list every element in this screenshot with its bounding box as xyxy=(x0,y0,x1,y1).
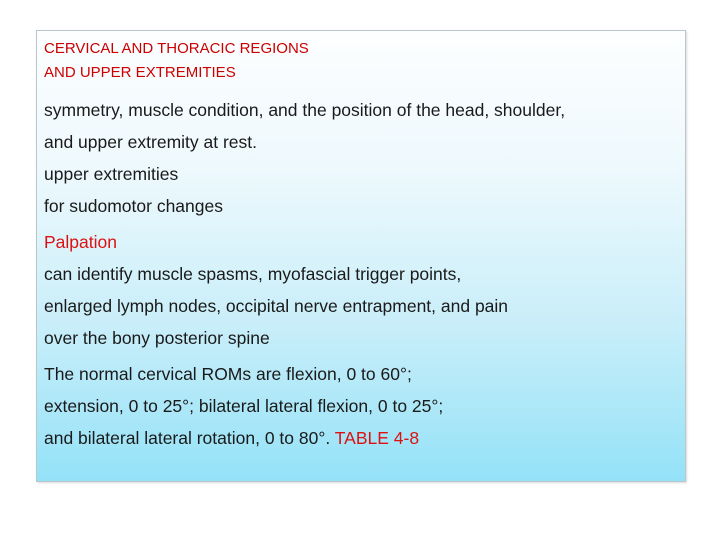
section-heading xyxy=(44,37,675,85)
rom-line-last xyxy=(44,422,675,454)
palpation-line: over the bony posterior spine xyxy=(44,328,270,348)
palpation-line: enlarged lymph nodes, occipital nerve entrapment, and pain xyxy=(44,296,509,316)
heading-line-1: CERVICAL AND THORACIC REGIONS xyxy=(44,40,309,57)
slide-content xyxy=(44,37,675,454)
inspection-paragraph xyxy=(44,94,675,222)
rom-line: extension, 0 to 25°; bilateral lateral flexion, 0 to 25°; xyxy=(44,396,444,416)
inspection-line: upper extremities xyxy=(44,164,179,184)
heading-line-2: AND UPPER EXTREMITIES xyxy=(44,64,236,81)
rom-line: The normal cervical ROMs are flexion, 0 to 60°; xyxy=(44,364,412,384)
rom-paragraph xyxy=(44,358,675,454)
palpation-title: Palpation xyxy=(44,232,117,252)
palpation-line: can identify muscle spasms, myofascial trigger points, xyxy=(44,264,462,284)
inspection-line: for sudomotor changes xyxy=(44,196,223,216)
slide-text-box xyxy=(36,30,686,482)
table-reference: TABLE 4-8 xyxy=(334,428,420,448)
inspection-line: symmetry, muscle condition, and the position of the head, shoulder, xyxy=(44,100,566,120)
palpation-paragraph xyxy=(44,226,675,354)
inspection-line: and upper extremity at rest. xyxy=(44,132,258,152)
rom-line-text: and bilateral lateral rotation, 0 to 80°. xyxy=(44,428,331,448)
